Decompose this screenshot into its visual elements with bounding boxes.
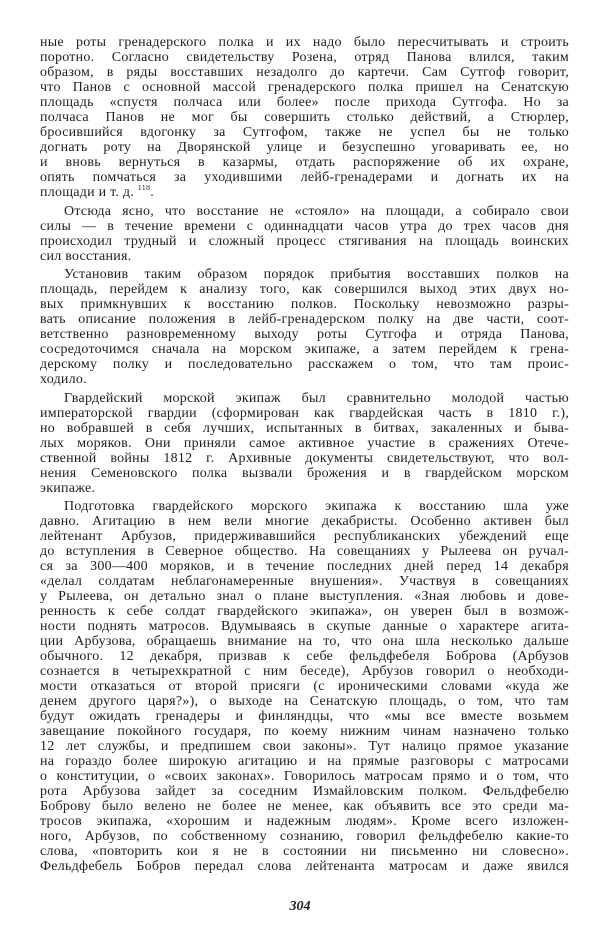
text-line	[40, 694, 569, 709]
text-line	[40, 814, 569, 829]
text-line	[40, 170, 569, 185]
footnote-reference: 118	[137, 185, 151, 192]
text-line	[40, 451, 569, 466]
text-line	[40, 709, 569, 724]
line-text: лейтенант Арбузов, придерживавшийся республиканских убеждений еще	[40, 529, 569, 544]
text-line	[40, 739, 569, 754]
line-text: завещание покойного государя, по коему нижним чинам назначено только	[40, 724, 569, 739]
text-line	[40, 267, 569, 282]
text-line	[40, 219, 569, 234]
text-line	[40, 466, 569, 481]
line-text: ходило.	[40, 372, 87, 387]
line-text: и вновь вернуться в казармы, отдать распоряжение об их охране,	[40, 155, 569, 170]
text-line	[40, 481, 569, 496]
line-text: площади и т. д.	[40, 185, 138, 200]
line-text: силы — в течение времени с одиннадцати часов утра до трех часов дня	[40, 218, 569, 234]
line-text: рота Арбузова зайдет за соседним Измайловским полком. Фельдфебелю	[40, 784, 569, 799]
line-text: догнать роту на Дворянской улице и безуспешно уговаривать ее, но	[40, 140, 569, 155]
line-text: Гвардейский морской экипаж был сравнительно молодой частью	[64, 390, 569, 406]
text-line	[40, 249, 569, 264]
page-number: 304	[289, 899, 311, 914]
text-line	[40, 544, 569, 559]
text-line	[40, 155, 569, 170]
text-line	[40, 574, 569, 589]
line-text: полчаса Панов не мог бы совершить столько действий, а Стюрлер,	[40, 110, 569, 125]
text-line	[40, 529, 569, 544]
line-text: поротно. Согласно свидетельству Розена, отряд Панова влился, таким	[40, 50, 569, 65]
text-line	[40, 724, 569, 739]
text-line	[40, 514, 569, 529]
text-line	[40, 421, 569, 436]
text-line	[40, 859, 569, 874]
paragraph	[40, 204, 569, 264]
line-text: образом, в ряды восставших незадолго до картечи. Сам Сутгоф говорит,	[40, 65, 569, 80]
text-line	[40, 125, 569, 140]
text-line	[40, 436, 569, 451]
paragraph	[40, 267, 569, 387]
line-text: на гораздо более широкую агитацию и на прямые разговоры с матросами	[40, 754, 569, 769]
text-line	[40, 559, 569, 574]
text-line	[40, 65, 569, 80]
line-text: ветственно разновременному выходу роты Сутгофа и отряда Панова,	[40, 327, 569, 342]
text-line	[40, 589, 569, 604]
text-line	[40, 312, 569, 327]
line-text: площадь, перейдем к анализу того, как совершился выход этих двух но-	[40, 282, 569, 297]
text-line	[40, 391, 569, 406]
line-text: сосредоточимся сначала на морском экипаже, а затем перейдем к грена-	[40, 342, 569, 357]
line-text: слова, «повторить кои я не в состоянии ни письменно ни словесно».	[40, 844, 569, 859]
text-line	[40, 769, 569, 784]
line-text: обычного. 12 декабря, призвав к себе фельдфебеля Боброва (Арбузов	[40, 649, 569, 664]
line-text: нения Семеновского полка вызвали брожения и в гвардейском морском	[40, 465, 569, 481]
line-text: бросившийся вдогонку за Сутгофом, также не успел бы не только	[40, 125, 569, 140]
line-text: ренность к себе солдат гвардейского экипажа», он уверен был в возмож-	[40, 604, 569, 619]
text-line	[40, 185, 569, 200]
line-text: ности поднять матросов. Вдумываясь в скупые данные о характере агита-	[40, 619, 569, 634]
text-line	[40, 357, 569, 372]
line-text: тросов экипажа, «хорошим и надежным людям». Кроме всего изложен-	[40, 814, 569, 829]
text-line	[40, 406, 569, 421]
line-text: у Рылеева, он детально знал о плане выступления. «Зная любовь и дове-	[40, 589, 569, 604]
line-text: опять помчаться за уходившими лейб-гренадерами и догнать их на	[40, 170, 569, 185]
text-line	[40, 664, 569, 679]
text-line	[40, 204, 569, 219]
text-line	[40, 799, 569, 814]
line-text: происходил трудный и сложный процесс стягивания на площадь воинских	[40, 233, 569, 249]
text-line	[40, 327, 569, 342]
text-line	[40, 679, 569, 694]
line-text: будут ожидать гренадеры и финляндцы, что «мы все вместе возьмем	[40, 709, 569, 724]
line-text: давно. Агитацию в нем вели многие декабристы. Особенно активен был	[40, 514, 569, 529]
text-line	[40, 634, 569, 649]
line-text: .	[150, 185, 154, 200]
line-text: но вобравшей в себя лучших, испытанных в битвах, закаленных и быва-	[40, 420, 569, 436]
text-line	[40, 649, 569, 664]
line-text: мости отказаться от второй присяги (с ироническими словами «куда же	[40, 679, 569, 694]
line-text: Установив таким образом порядок прибытия восставших полков на	[64, 267, 569, 282]
text-line	[40, 110, 569, 125]
line-text: сил восстания.	[40, 248, 132, 264]
line-text: что Панов с основной массой гренадерского полка пришел на Сенатскую	[40, 80, 569, 95]
paragraph	[40, 35, 569, 200]
text-line	[40, 499, 569, 514]
text-line	[40, 35, 569, 50]
line-text: лых моряков. Они приняли самое активное участие в сражениях Отече-	[40, 435, 569, 451]
line-text: вать описание положения в лейб-гренадерском полку на две части, соот-	[40, 312, 569, 327]
line-text: Подготовка гвардейского морского экипажа к восстанию шла уже	[64, 499, 569, 514]
line-text: ся за 300—400 моряков, и в течение последних дней перед 14 декабря	[40, 559, 569, 574]
line-text: денем другого царя?»), о выходе на Сенатскую площадь, о том, что там	[40, 694, 569, 709]
line-text: площадь «спустя полчаса или более» после прихода Сутгофа. Но за	[40, 95, 569, 110]
line-text: ции Арбузова, обращаешь внимание на то, что она шла несколько дальше	[40, 634, 569, 649]
line-text: ственной войны 1812 г. Архивные документы свидетельствуют, что вол-	[40, 450, 569, 466]
page-body-text	[40, 35, 569, 878]
text-line	[40, 372, 569, 387]
text-line	[40, 282, 569, 297]
paragraph	[40, 499, 569, 874]
line-text: дерскому полку и последовательно расскажем о том, что там проис-	[40, 357, 569, 372]
line-text: Фельдфебель Бобров передал слова лейтенанта матросам и даже явился	[40, 859, 569, 874]
text-line	[40, 619, 569, 634]
line-text: ные роты гренадерского полка и их надо было пересчитывать и строить	[40, 35, 569, 50]
text-line	[40, 50, 569, 65]
line-text: вых примкнувших к восстанию полков. Поскольку невозможно разры-	[40, 297, 569, 312]
text-line	[40, 342, 569, 357]
line-text: о конституции, о «своих законах». Говорилось матросам прямо и о том, что	[40, 769, 569, 784]
text-line	[40, 784, 569, 799]
text-line	[40, 234, 569, 249]
line-text: сознается в четырехкратной с ним беседе), Арбузов говорил о необходи-	[40, 664, 569, 679]
line-text: до вступления в Северное общество. На совещаниях у Рылеева он ручал-	[40, 544, 569, 559]
line-text: императорской гвардии (сформирован как гвардейская часть в 1810 г.),	[40, 405, 569, 421]
line-text: ного, Арбузов, по собственному сознанию, говорил фельдфебелю какие-то	[40, 829, 569, 844]
text-line	[40, 829, 569, 844]
line-text: Боброву было велено не более не менее, как объявить все это среди ма-	[40, 799, 569, 814]
text-line	[40, 80, 569, 95]
text-line	[40, 604, 569, 619]
text-line	[40, 754, 569, 769]
line-text: «делал солдатам неблагонамеренные внушения». Участвуя в совещаниях	[40, 574, 569, 589]
line-text: 12 лет службы, и предпишем свои законы». Тут налицо прямое указание	[40, 739, 569, 754]
text-line	[40, 95, 569, 110]
line-text: Отсюда ясно, что восстание не «стояло» на площади, а собирало свои	[64, 203, 569, 219]
text-line	[40, 844, 569, 859]
line-text: экипаже.	[40, 480, 96, 496]
text-line	[40, 297, 569, 312]
text-line	[40, 140, 569, 155]
paragraph	[40, 391, 569, 496]
